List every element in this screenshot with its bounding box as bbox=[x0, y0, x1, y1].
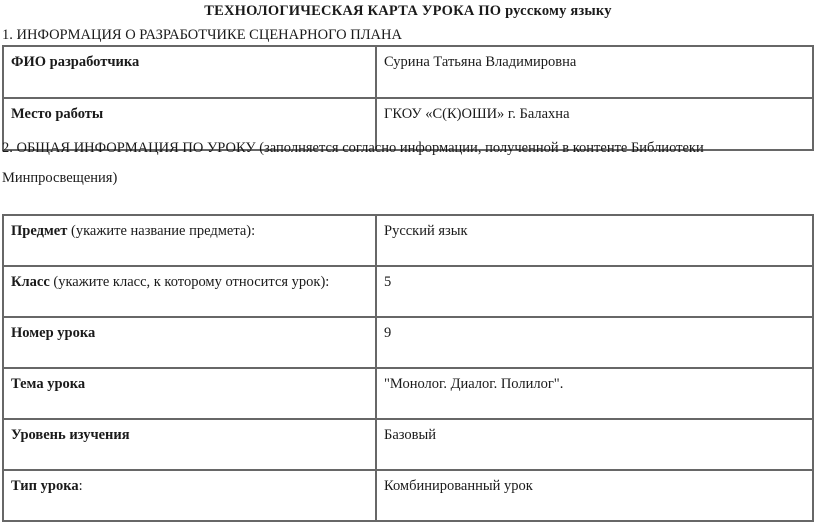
lesson-info-table bbox=[2, 214, 814, 522]
row-label-text: Класс bbox=[11, 274, 50, 290]
row-label-lesson-topic bbox=[3, 368, 376, 419]
table-row bbox=[3, 419, 813, 470]
row-label-text: Место работы bbox=[11, 106, 104, 122]
row-label-text: Предмет bbox=[11, 223, 68, 239]
row-label-study-level bbox=[3, 419, 376, 470]
section-2-heading: 2. ОБЩАЯ ИНФОРМАЦИЯ ПО УРОКУ (заполняется согласно информации, полученной в контенте Библиотеки Минпросвещения) bbox=[2, 140, 704, 186]
row-label-subject bbox=[3, 215, 376, 266]
row-value-lesson-topic: "Монолог. Диалог. Полилог". bbox=[376, 368, 813, 419]
row-label-text: Номер урока bbox=[11, 325, 96, 341]
table-row bbox=[3, 266, 813, 317]
table-row bbox=[3, 317, 813, 368]
row-value-lesson-number: 9 bbox=[376, 317, 813, 368]
row-label-lesson-type bbox=[3, 470, 376, 521]
row-label-text: Уровень изучения bbox=[11, 427, 130, 443]
row-label-text: Тип урока bbox=[11, 478, 79, 494]
row-label-suffix: : bbox=[78, 478, 83, 494]
table-row bbox=[3, 470, 813, 521]
row-value-class: 5 bbox=[376, 266, 813, 317]
table-row bbox=[3, 215, 813, 266]
row-label-text: Тема урока bbox=[11, 376, 86, 392]
row-value-study-level: Базовый bbox=[376, 419, 813, 470]
section-1-heading: 1. ИНФОРМАЦИЯ О РАЗРАБОТЧИКЕ СЦЕНАРНОГО ПЛАНА bbox=[2, 27, 402, 43]
row-value-lesson-type: Комбинированный урок bbox=[376, 470, 813, 521]
row-value-subject: Русский язык bbox=[376, 215, 813, 266]
table-row bbox=[3, 46, 813, 98]
row-label-fio bbox=[3, 46, 376, 98]
row-label-suffix: (укажите название предмета): bbox=[67, 223, 256, 239]
document-title: ТЕХНОЛОГИЧЕСКАЯ КАРТА УРОКА ПО русскому языку bbox=[204, 3, 612, 19]
row-value-fio: Сурина Татьяна Владимировна bbox=[376, 46, 813, 98]
row-value-workplace: ГКОУ «С(К)ОШИ» г. Балахна bbox=[376, 98, 813, 150]
row-label-lesson-number bbox=[3, 317, 376, 368]
row-label-text: ФИО разработчика bbox=[11, 54, 140, 70]
row-label-suffix: (укажите класс, к которому относится урок): bbox=[49, 274, 330, 290]
table-row bbox=[3, 368, 813, 419]
row-label-class bbox=[3, 266, 376, 317]
